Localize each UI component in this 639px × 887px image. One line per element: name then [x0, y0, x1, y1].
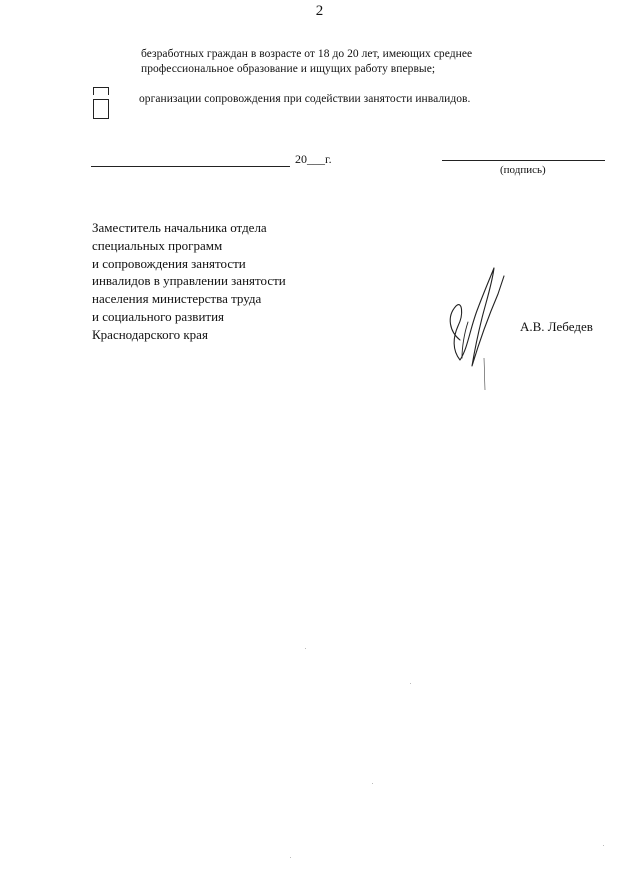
signatory-title-line: и социального развития [92, 308, 225, 324]
signatory-name: А.В. Лебедев [520, 319, 593, 334]
signature-underline [442, 160, 605, 161]
scan-speck [305, 648, 306, 649]
signatory-title-line: специальных программ [92, 237, 223, 253]
paragraph-text [141, 47, 472, 77]
signatory-title-line: инвалидов в управлении занятости [92, 273, 286, 289]
checkbox-item-label: организации сопровождения при содействии занятости инвалидов. [139, 93, 471, 105]
scan-speck [410, 683, 411, 684]
date-text: 20___г. [295, 152, 332, 166]
date-underline-left [91, 166, 290, 167]
signatory-title-line: Заместитель начальника отдела [92, 220, 267, 235]
scan-speck [372, 783, 373, 784]
signatory-title [92, 219, 286, 344]
signatory-title-line: Краснодарского края [92, 326, 208, 342]
handwritten-signature [438, 262, 508, 392]
scan-speck [290, 857, 291, 858]
checkbox[interactable] [93, 87, 109, 119]
scan-speck [603, 845, 604, 846]
checkbox-box [93, 99, 109, 119]
signature-caption: (подпись) [500, 164, 546, 176]
page-number: 2 [315, 3, 324, 19]
checkbox-top-mark [93, 87, 109, 95]
signatory-title-line: населения министерства труда [92, 291, 262, 307]
signatory-title-line: и сопровождения занятости [92, 255, 246, 271]
paragraph-line-1: безработных граждан в возрасте от 18 до 20 лет, имеющих среднее [141, 48, 473, 60]
paragraph-line-2: профессиональное образование и ищущих работу впервые; [141, 63, 436, 75]
